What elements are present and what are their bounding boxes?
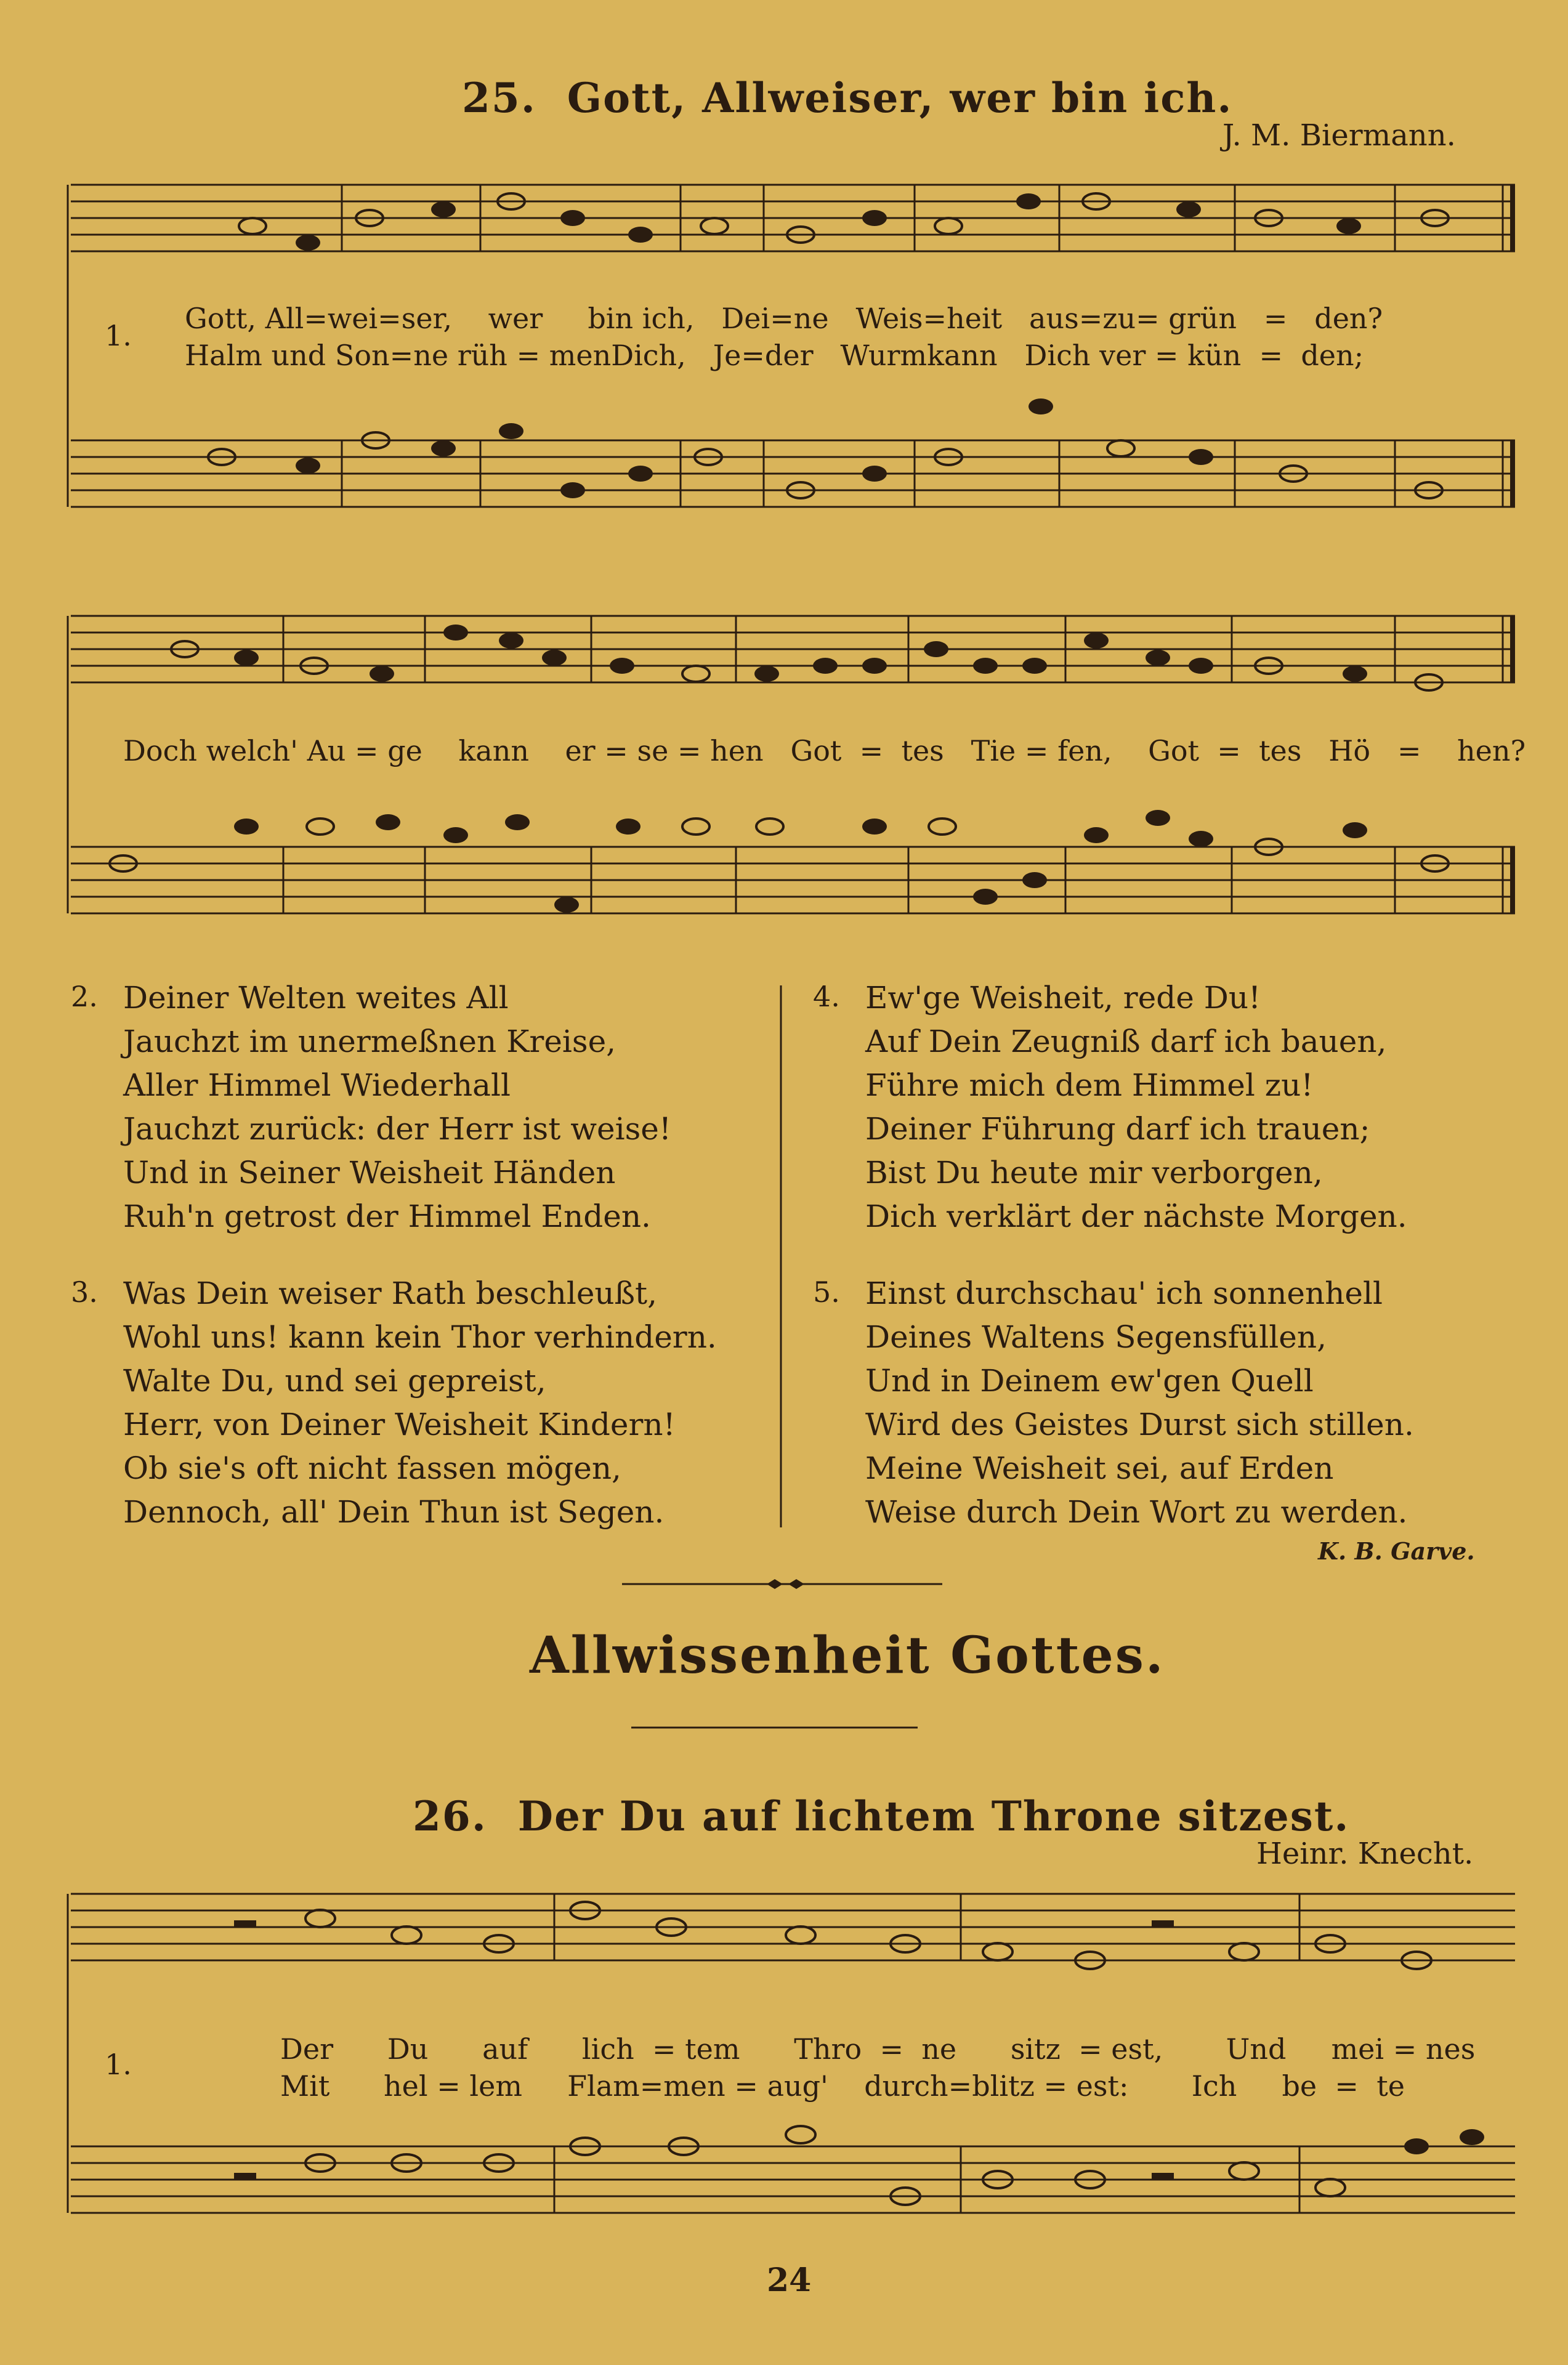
verse-line: Ruh'n getrost der Himmel Enden. [123,1199,651,1234]
verse-line: Meine Weisheit sei, auf Erden [865,1450,1334,1486]
lyric-syllable: lem [469,2069,522,2103]
lyric-syllable: der [764,339,814,372]
lyric-syllable: = [677,734,701,767]
hymn25-author: K. B. Garve. [1318,1537,1475,1565]
lyric-syllable: und [271,339,326,372]
verse-line: Herr, von Deiner Weisheit Kindern! [123,1407,676,1442]
verse-line: Führe mich dem Himmel zu! [865,1067,1314,1103]
verse-line: Auf Dein Zeugniß darf ich bauen, [865,1024,1387,1059]
lyric-syllable: = [437,2069,461,2103]
verse-line: Weise durch Dein Wort zu werden. [865,1494,1408,1530]
hymn25-heading [462,74,1232,122]
lyric-syllable: lich [581,2032,634,2066]
lyric-syllable: Gott, [185,302,257,335]
lyric-syllable: Thro [794,2032,862,2066]
page-number: 24 [767,2262,812,2299]
lyric-syllable: = [1078,2032,1102,2066]
lyric-syllable: auf [482,2032,528,2066]
lyric-syllable: = [734,2069,758,2103]
hymn26-verse1-label: 1. [105,2048,132,2081]
lyric-syllable: = [355,734,379,767]
lyric-syllable: Hö [1328,734,1371,767]
lyric-syllable: er [565,734,596,767]
lyric-syllable: = [604,734,628,767]
lyric-syllable: aus [1029,302,1079,335]
lyric-syllable: hel [384,2069,428,2103]
lyric-syllable: = [859,734,884,767]
lyric-syllable: ver [1099,339,1146,372]
lyric-syllable: ich, [642,302,695,335]
hymn25-system2-treble-staff [71,616,1515,682]
lyric-syllable: = [923,302,947,335]
verse-line: Wird des Geistes Durst sich stillen. [865,1407,1414,1442]
lyric-syllable: = [770,302,794,335]
lyric-syllable: Der [280,2032,334,2066]
lyric-syllable: Flam=men [567,2069,725,2103]
lyric-syllable: nes [1425,2032,1476,2066]
hymn25-lyrics-line3 [123,734,1526,767]
lyric-syllable: bin [588,302,634,335]
lyric-syllable: kann [927,339,998,372]
lyric-syllable: grün [1168,302,1237,335]
verse-number: 2. [71,980,98,1013]
lyric-syllable: kün [1187,339,1242,372]
lyric-syllable: den? [1314,302,1383,335]
section-title: Allwissenheit Gottes. [530,1626,1165,1685]
lyric-syllable: = [1259,339,1283,372]
verse-line: Wohl uns! kann kein Thor verhindern. [123,1319,717,1355]
lyric-syllable: Wurm [840,339,927,372]
lyric-syllable: mei [1331,2032,1384,2066]
lyric-syllable: = [879,2032,903,2066]
lyric-syllable: kann [458,734,529,767]
lyric-syllable: Halm [185,339,262,372]
verse-line: Ob sie's oft nicht fassen mögen, [123,1450,621,1486]
verse-line: Und in Deinem ew'gen Quell [865,1363,1314,1399]
lyric-syllable: Dich [1024,339,1091,372]
lyric-syllable: den; [1301,339,1364,372]
hymn25-system2-bass-staff [71,847,1515,913]
lyric-syllable: blitz [972,2069,1035,2103]
lyric-syllable: rüh [457,339,507,372]
verse-line: Deines Waltens Segensfüllen, [865,1319,1327,1355]
verse-number: 3. [71,1275,98,1309]
verse-line: Und in Seiner Weisheit Händen [123,1155,616,1191]
hymn25-lyrics-line1 [185,302,1383,335]
verse-line: Dich verklärt der nächste Morgen. [865,1199,1407,1234]
verse-line: Ew'ge Weisheit, rede Du! [865,980,1261,1016]
lyric-syllable: = [1392,2032,1417,2066]
verse-number: 4. [813,980,840,1013]
lyric-syllable: Und [1226,2032,1287,2066]
hymn26-title: Der Du auf lichtem Throne sitzest. [517,1792,1350,1840]
lyric-syllable: Weis [855,302,923,335]
lyric-syllable: = [652,2032,676,2066]
lyric-syllable: Got [1148,734,1200,767]
lyric-syllable: = [1154,339,1179,372]
verse-line: Einst durchschau' ich sonnenhell [865,1275,1383,1311]
lyric-syllable: Dich, [611,339,686,372]
lyric-syllable: durch= [864,2069,972,2103]
lyric-syllable: est: [1076,2069,1129,2103]
lyric-syllable: hen [710,734,764,767]
lyric-syllable: Mit [280,2069,330,2103]
lyric-syllable: = [1024,734,1049,767]
lyric-syllable: tem [685,2032,740,2066]
lyric-syllable: tes [1259,734,1302,767]
lyric-syllable: Dei [721,302,770,335]
hymn25-composer: J. M. Biermann. [1222,118,1456,153]
lyric-syllable: = [1217,734,1241,767]
lyric-syllable: Au [307,734,346,767]
lyric-syllable: tes [901,734,944,767]
lyric-syllable: be [1282,2069,1317,2103]
lyric-syllable: = [1078,302,1103,335]
verse-line: Aller Himmel Wiederhall [123,1067,511,1103]
lyric-syllable: hen? [1457,734,1526,767]
lyric-syllable: = [1335,2069,1359,2103]
lyric-syllable: fen, [1057,734,1112,767]
verse-line: Was Dein weiser Rath beschleußt, [123,1275,658,1311]
hymn25-verse1-label: 1. [105,319,132,352]
lyric-syllable: Du [387,2032,429,2066]
lyric-syllable: est, [1111,2032,1163,2066]
lyric-syllable: = [378,302,402,335]
verse-line: Deiner Welten weites All [123,980,509,1016]
hymn26-number: 26. [413,1792,487,1840]
hymn26-lyrics-line2 [280,2069,1405,2103]
lyric-syllable: Son=ne [334,339,449,372]
hymn25-system1-bass-notes [208,398,1442,498]
hymn26-bass-notes [234,2126,1484,2205]
verse-line: Jauchzt im unermeßnen Kreise, [123,1024,616,1059]
lyric-syllable: heit [947,302,1003,335]
verse-line: Dennoch, all' Dein Thun ist Segen. [123,1494,665,1530]
ornamental-divider [622,1579,942,1589]
lyric-syllable: Doch [123,734,197,767]
hymn26-notes [234,1902,1431,1969]
verse-line: Deiner Führung darf ich trauen; [865,1111,1370,1147]
hymn25-lyrics-line2 [185,339,1364,372]
lyric-syllable: aug' [767,2069,828,2103]
hymn25-system2-notes [171,625,1442,690]
verse-number: 5. [813,1275,840,1309]
lyric-syllable: ne [921,2032,957,2066]
lyric-syllable: = [1043,2069,1067,2103]
lyric-syllable: Ich [1191,2069,1237,2103]
lyric-syllable: welch' [206,734,298,767]
lyric-syllable: = [1397,734,1421,767]
lyric-syllable: te [1376,2069,1405,2103]
lyric-syllable: Je= [713,339,765,372]
hymn26-lyrics-line1 [280,2032,1475,2066]
hymn26-composer: Heinr. Knecht. [1256,1837,1474,1871]
lyric-syllable: wer [488,302,543,335]
hymn25-title: Gott, Allweiser, wer bin ich. [567,74,1233,122]
lyric-syllable: Got [790,734,842,767]
lyric-syllable: ge [387,734,422,767]
lyric-syllable: = [516,339,541,372]
lyric-syllable: men [549,339,612,372]
lyric-syllable: Tie [971,734,1016,767]
lyric-syllable: zu [1102,302,1136,335]
lyric-syllable: sitz [1010,2032,1061,2066]
lyric-syllable: ser, [401,302,453,335]
lyric-syllable: ne [793,302,829,335]
lyric-syllable: = [1136,302,1160,335]
hymn26-heading [413,1792,1349,1840]
hymn25-number: 25. [462,74,536,122]
lyric-syllable: All=wei [265,302,378,335]
verse-line: Bist Du heute mir verborgen, [865,1155,1323,1191]
hymn26-bass-staff [71,2146,1515,2213]
verse-line: Jauchzt zurück: der Herr ist weise! [123,1111,671,1147]
lyric-syllable: se [637,734,669,767]
verse-line: Walte Du, und sei gepreist, [123,1363,546,1399]
lyric-syllable: = [1263,302,1288,335]
